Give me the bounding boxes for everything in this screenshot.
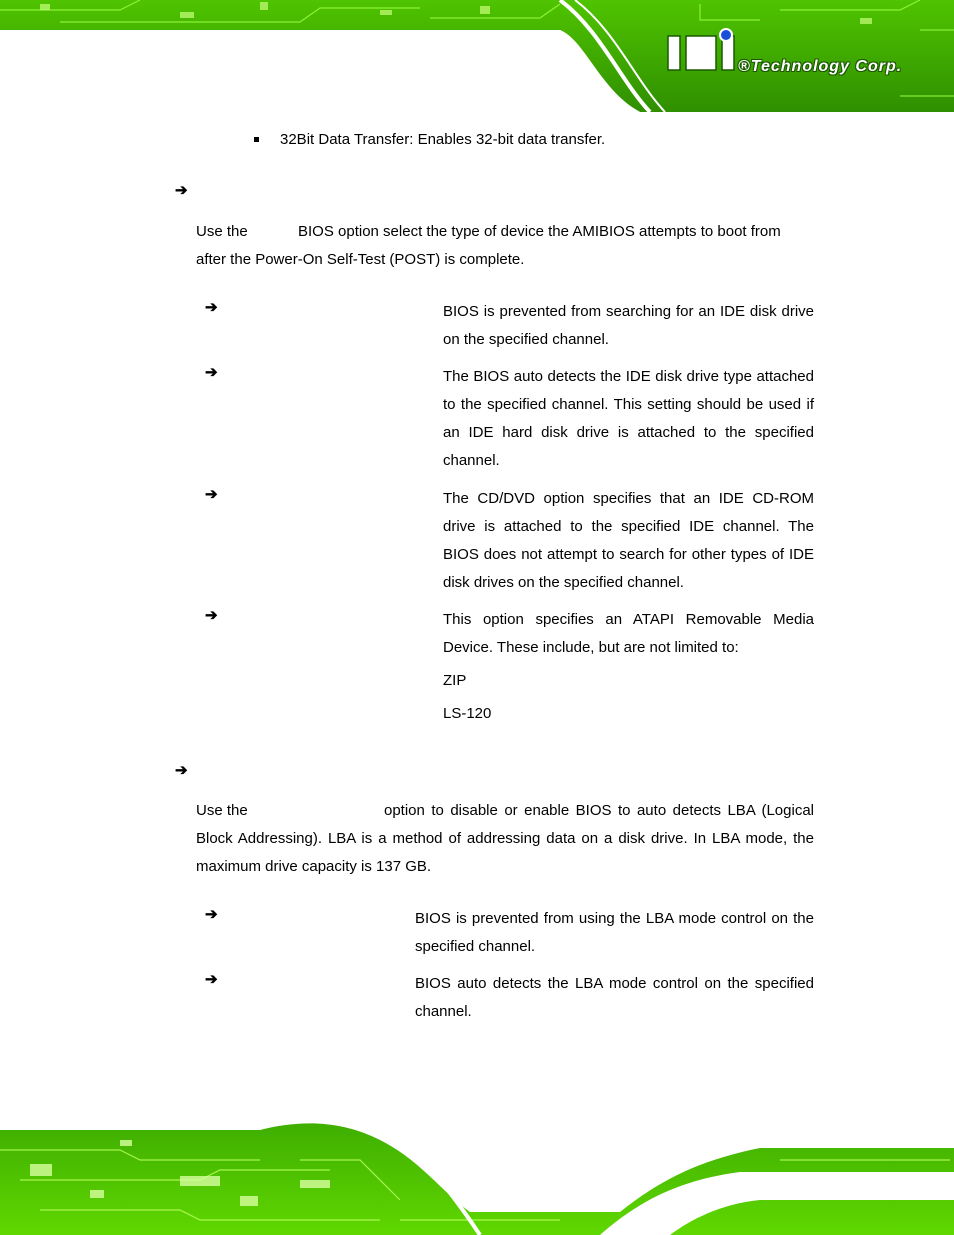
armd-item-zip: ZIP [443,672,467,689]
option-auto-desc: The BIOS auto detects the IDE disk drive type attached to the specified channel. This setting should be used if an IDE hard disk drive is attached to the specified channel. [443,368,814,469]
section1-intro-line2: after the Power-On Self-Test (POST) is complete. [196,251,525,268]
section2-arrow-icon: ➔ [175,762,188,779]
bullet-text: 32Bit Data Transfer: Enables 32-bit data transfer. [280,131,606,148]
lba-auto-desc: BIOS auto detects the LBA mode control on the specified channel. [415,975,814,1020]
option-arrow-icon: ➔ [205,906,218,923]
option-arrow-icon: ➔ [205,607,218,624]
option-arrow-icon: ➔ [205,971,218,988]
section2-intro-pre: Use the [196,802,248,819]
bullet-square [254,137,259,142]
section1-arrow-icon: ➔ [175,182,188,199]
section1-intro-line1-text: BIOS option select the type of device the AMIBIOS attempts to boot from [298,223,781,240]
section1-intro-line1 [298,218,814,246]
option-arrow-icon: ➔ [205,486,218,503]
lba-disabled-desc: BIOS is prevented from using the LBA mode control on the specified channel. [415,910,814,955]
option-disabled-desc: BIOS is prevented from searching for an IDE disk drive on the specified channel. [443,303,814,348]
armd-item-ls120: LS-120 [443,705,492,722]
header-pcb-band [0,0,954,112]
brand-tagline: ®Technology Corp. [738,58,903,75]
option-armd-desc: This option specifies an ATAPI Removable Media Device. These include, but are not limited to: [443,611,814,656]
footer-pcb-graphic [0,1120,954,1235]
option-cddvd-desc: The CD/DVD option specifies that an IDE CD-ROM drive is attached to the specified IDE channel. The BIOS does not attempt to search for other types of IDE disk drives on the specified channel. [443,490,814,591]
option-arrow-icon: ➔ [205,299,218,316]
section2-intro-post: option to disable or enable BIOS to auto detects LBA (Logical Block Addressing). LBA is a method of addressing data on a disk drive. In LBA mode, the maximum drive capacity is 137 GB. [196,802,814,875]
option-arrow-icon: ➔ [205,364,218,381]
section1-intro-pre: Use the [196,223,248,240]
footer-pcb-band [0,1120,954,1235]
